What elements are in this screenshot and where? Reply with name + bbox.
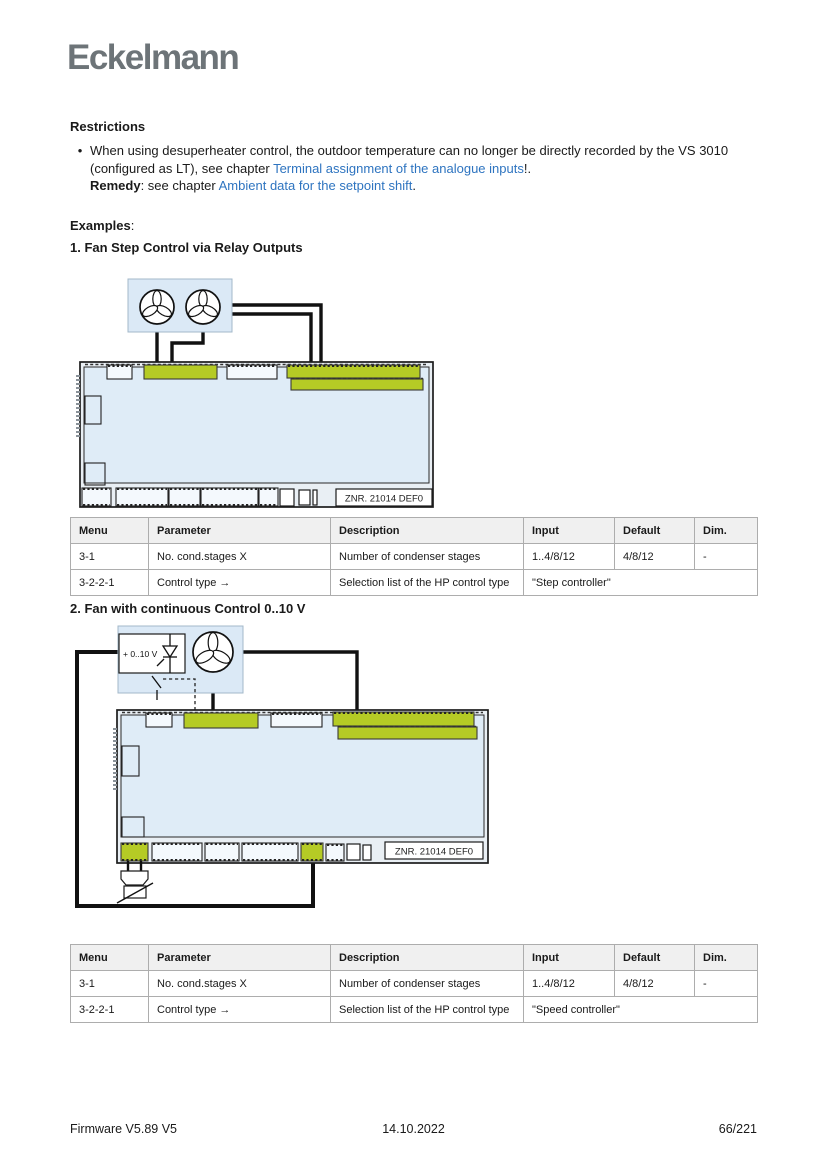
- restrictions-heading: Restrictions: [70, 119, 146, 134]
- cell-input: "Speed controller": [524, 997, 758, 1023]
- cell-default: 4/8/12: [615, 971, 695, 997]
- cell-description: Number of condenser stages: [331, 544, 524, 570]
- cell-parameter: No. cond.stages X: [149, 971, 331, 997]
- relay-wire-lower: [232, 314, 311, 364]
- controller-board: [78, 362, 433, 507]
- znr-label-text: ZNR. 21014 DEF0: [394, 846, 474, 858]
- znr-label: [336, 489, 432, 506]
- example2-title: 2. Fan with continuous Control 0..10 V: [70, 601, 306, 616]
- analog-output-terminal: [184, 713, 258, 728]
- fan-unit-box: [128, 279, 232, 332]
- znr-label-text: ZNR. 21014 DEF0: [344, 493, 424, 505]
- footer-date: 14.10.2022: [382, 1122, 445, 1136]
- sensor-input-terminal: [121, 843, 148, 861]
- cell-dim: -: [695, 971, 758, 997]
- col-input: Input: [524, 518, 615, 544]
- cell-menu: 3-1: [71, 971, 149, 997]
- examples-heading: Examples:: [70, 218, 135, 233]
- fan-icon: [193, 632, 233, 672]
- terminal-block: [107, 365, 132, 379]
- restriction-suffix: !.: [523, 160, 532, 176]
- table-header-row: [71, 945, 758, 971]
- col-dim: Dim.: [695, 518, 758, 544]
- example1-table: [70, 517, 758, 596]
- fan-supply-wire: [233, 652, 357, 712]
- table-row: [71, 570, 758, 596]
- footer-firmware-version: Firmware V5.89 V5: [70, 1122, 177, 1136]
- cell-input: 1..4/8/12: [524, 971, 615, 997]
- col-default: Default: [615, 945, 695, 971]
- relay-terminal-strip: [333, 712, 474, 726]
- relay-output-terminal: [144, 365, 217, 379]
- col-menu: Menu: [71, 518, 149, 544]
- example2-table: [70, 944, 758, 1023]
- col-menu: Menu: [71, 945, 149, 971]
- cell-description: Selection list of the HP control type: [331, 997, 524, 1023]
- cell-parameter: No. cond.stages X: [149, 544, 331, 570]
- remedy-line: [90, 177, 758, 195]
- restrictions-list: [70, 142, 758, 195]
- restriction-item: [90, 142, 758, 195]
- col-input: Input: [524, 945, 615, 971]
- bottom-terminal-row: [121, 843, 371, 861]
- col-parameter: Parameter: [149, 945, 331, 971]
- col-dim: Dim.: [695, 945, 758, 971]
- table-row: [71, 544, 758, 570]
- controller-board: [115, 710, 488, 863]
- bottom-terminal-row: [82, 488, 317, 506]
- example1-title: 1. Fan Step Control via Relay Outputs: [70, 240, 303, 255]
- relay-terminal-strip-2: [291, 379, 423, 390]
- remedy-suffix: .: [412, 178, 416, 193]
- terminal-block: [146, 713, 172, 727]
- relay-terminal-strip-2: [338, 727, 477, 739]
- footer-page-number: 66/221: [718, 1122, 757, 1136]
- cell-input: 1..4/8/12: [524, 544, 615, 570]
- controller-voltage-label: + 0..10 V: [123, 649, 158, 659]
- fan-controller-unit: [118, 626, 243, 711]
- table-header-row: [71, 518, 758, 544]
- cell-menu: 3-1: [71, 544, 149, 570]
- fan-icon: [186, 290, 220, 324]
- example2-diagram: [70, 618, 494, 918]
- terminal-block: [271, 713, 322, 727]
- remedy-text: : see chapter: [140, 178, 219, 193]
- restriction-text: When using desuperheater control, the outdoor temperature can no longer be directly recorded by the VS 3010 (configured as LT), see chapter: [90, 143, 729, 176]
- table-row: [71, 971, 758, 997]
- terminal-assignment-link[interactable]: Terminal assignment of the analogue inputs: [273, 160, 524, 176]
- col-description: Description: [331, 518, 524, 544]
- cell-description: Selection list of the HP control type: [331, 570, 524, 596]
- cell-menu: 3-2-2-1: [71, 570, 149, 596]
- example1-diagram: [70, 275, 450, 515]
- remedy-label: Remedy: [90, 178, 141, 193]
- col-description: Description: [331, 945, 524, 971]
- terminal-block: [227, 365, 277, 379]
- fan-icon: [140, 290, 174, 324]
- cell-dim: -: [695, 544, 758, 570]
- cell-description: Number of condenser stages: [331, 971, 524, 997]
- cell-parameter: Control type →: [149, 997, 331, 1023]
- table-row: [71, 997, 758, 1023]
- bullet-icon: •: [77, 143, 83, 158]
- cell-menu: 3-2-2-1: [71, 997, 149, 1023]
- eckelmann-logo: Eckelmann: [67, 38, 239, 77]
- analog-input-terminal: [301, 843, 323, 861]
- znr-label: [385, 842, 483, 859]
- temp-sensor-icon: [117, 861, 153, 903]
- col-parameter: Parameter: [149, 518, 331, 544]
- cell-parameter: Control type →: [149, 570, 331, 596]
- speed-controller-box: [119, 634, 185, 673]
- cell-default: 4/8/12: [615, 544, 695, 570]
- col-default: Default: [615, 518, 695, 544]
- ambient-data-link[interactable]: Ambient data for the setpoint shift: [218, 178, 413, 193]
- cell-input: "Step controller": [524, 570, 758, 596]
